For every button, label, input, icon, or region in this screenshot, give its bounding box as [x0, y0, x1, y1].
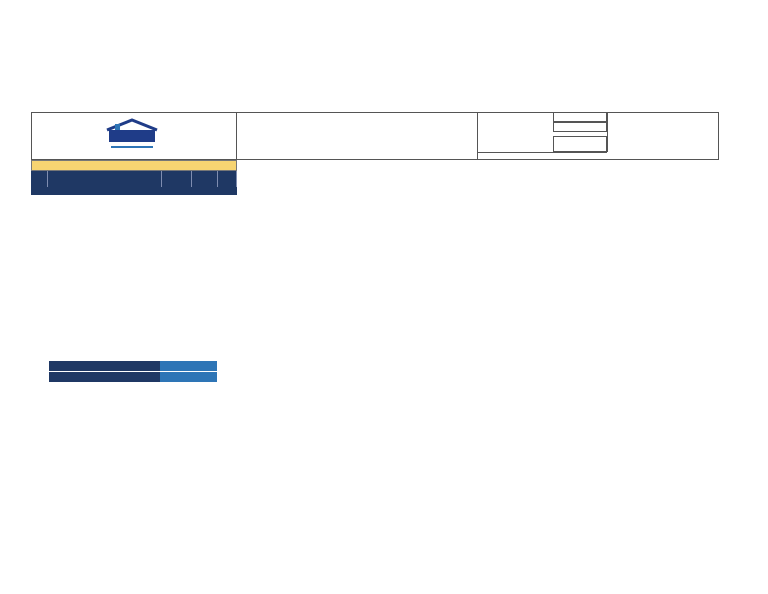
page-title	[237, 112, 477, 160]
col-part	[31, 171, 48, 187]
table-header	[31, 171, 237, 187]
avance-row	[49, 372, 217, 382]
col-desc	[48, 171, 162, 187]
company-logo	[31, 112, 237, 160]
avance-value	[160, 372, 217, 382]
col-dur	[218, 171, 237, 187]
col-start	[162, 171, 192, 187]
sallavi-logo-icon	[101, 116, 163, 158]
avance-label	[49, 372, 160, 382]
estado-row	[49, 361, 217, 371]
project-info	[477, 112, 719, 160]
inicio-value	[553, 112, 607, 122]
estado-label	[49, 361, 160, 371]
gantt-chart	[237, 160, 719, 373]
plazo-value	[553, 136, 607, 152]
gantt-svg	[237, 160, 719, 373]
table-title	[31, 160, 237, 171]
entrega-value	[553, 122, 607, 132]
col-end	[192, 171, 218, 187]
estado-value	[160, 361, 217, 371]
table-section	[31, 187, 237, 195]
schedule-table	[31, 160, 237, 195]
